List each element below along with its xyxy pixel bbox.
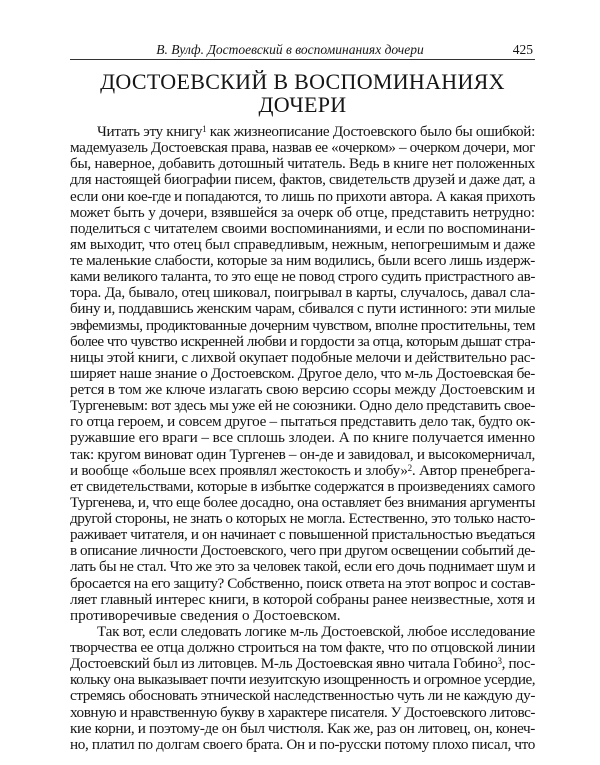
text-segment: ширяет наше знание о Достоевском. Другое дело, что м-ль Достоевская бе- (70, 364, 536, 382)
chapter-title (70, 70, 535, 116)
text-line (70, 301, 535, 317)
page-number: 425 (512, 42, 533, 57)
text-segment: для настоящей биографии писем, фактов, свидетельств друзей и даже дат, а (70, 171, 535, 189)
text-line (70, 721, 535, 737)
text-segment: но, платил по долгам своего брата. Он и по-русски потому плохо писал, что (70, 735, 535, 753)
text-line (70, 640, 535, 656)
footnote-ref: 1 (202, 124, 207, 134)
text-segment: , пос- (501, 655, 536, 673)
text-segment: может быть у дочери, взявшейся за очерк об отце, представить нетрудно: (70, 203, 535, 221)
text-segment: более что чувство искренней любви и гордости за отца, которым дышат стра- (70, 332, 535, 350)
running-head (70, 41, 535, 60)
text-segment: ет свидетельствами, которые в избытке содержатся в произведениях самого (70, 477, 535, 495)
body-text (70, 124, 535, 753)
text-segment: те маленькие слабости, которые за ним водились, были всего лишь издерж- (70, 252, 535, 269)
text-segment: бросается на его защиту? Собственно, поиск ответа на этот вопрос и состав- (70, 574, 535, 592)
text-segment: ям выходит, что отец был справедливым, нежным, непогрешимым и даже (70, 235, 535, 253)
text-line (70, 576, 535, 592)
text-segment: стремясь обосновать этнической наследственностью чуть ли не каждую ду- (70, 687, 535, 705)
text-line (70, 592, 535, 608)
text-segment: как жизнеописание Достоевского было бы ошибкой: (206, 123, 536, 140)
chapter-title-line: ДОЧЕРИ (258, 92, 347, 117)
text-line (70, 608, 535, 624)
text-line (70, 543, 535, 559)
text-line (70, 334, 535, 350)
text-segment: . Автор пренебрега- (411, 461, 535, 479)
text-line (70, 656, 535, 672)
text-line (70, 447, 535, 463)
text-segment: эвфемизмы, продиктованные дочерним чувством, вполне простительны, тем (70, 316, 535, 334)
text-segment: Так вот, если следовать логике м-ль Достоевской, любое исследование (97, 622, 535, 640)
chapter-title-line: ДОСТОЕВСКИЙ В ВОСПОМИНАНИЯХ (100, 69, 505, 94)
text-segment: Тургенева, и, что еще более досадно, она оставляет без внимания аргументы (70, 493, 535, 511)
text-line (70, 430, 535, 446)
text-segment: мадемуазель Достоевская права, назвав ее «очерком» – очерком дочери, мог (70, 139, 535, 157)
text-segment: поделиться с читателем своими воспоминаниями, и если по воспоминани- (70, 219, 535, 237)
text-line (70, 253, 535, 269)
text-segment: кольку она выказывает почти иезуитскую изощренность и огромное усердие, (70, 671, 535, 689)
text-line (70, 495, 535, 511)
text-line (70, 382, 535, 398)
text-segment: Читать эту книгу (97, 123, 203, 140)
text-segment: го отца героем, и совсем другое – пытаться представить дело так, будто ок- (70, 413, 535, 431)
text-line (70, 559, 535, 575)
text-line (70, 237, 535, 253)
text-segment: в описание личности Достоевского, чего при другом освещении событий де- (70, 542, 535, 560)
text-segment: творчества ее отца должно строиться на том факте, что по отцовской линии (70, 639, 535, 656)
text-segment: ружавшие его враги – все сплошь злодеи. А по книге получается именно (70, 429, 535, 447)
text-segment: ляет главный интерес книги, в которой собраны ранее неизвестные, хотя и (70, 590, 535, 608)
text-line (70, 398, 535, 414)
text-segment: ницы этой книги, с лихвой окупает подобные мелочи и действительно рас- (70, 348, 535, 366)
text-segment: и вообще «больше всех проявлял жестокость и злобу» (70, 461, 408, 479)
text-line (70, 624, 535, 640)
text-segment: рется в том же ключе излагать свою версию ссоры между Достоевским и (70, 381, 535, 398)
text-line (70, 527, 535, 543)
text-line (70, 172, 535, 188)
text-line (70, 269, 535, 285)
text-line (70, 688, 535, 704)
text-segment: ками великого таланта, то это еще не повод строго судить пристрастного ав- (70, 268, 536, 286)
text-line (70, 366, 535, 382)
text-line (70, 285, 535, 301)
text-segment: бину и, поддавшись женским чарам, сбивался с пути истинного: эти милые (70, 300, 535, 318)
running-title: В. Вулф. Достоевский в воспоминаниях дочери (156, 42, 424, 57)
text-segment: другой стороны, не знать о которых не могла. Естественно, это только насто- (70, 510, 535, 527)
text-segment: бы, наверное, добавить дотошный читатель. Ведь в книге нет положенных (70, 155, 535, 173)
text-segment: лать бы не стал. Что же это за человек такой, если его дочь поднимает шум и (70, 558, 535, 576)
text-segment: ховную и нравственную букву в характере писателя. У Достоевского литовс- (70, 703, 535, 721)
text-line (70, 221, 535, 237)
text-line (70, 737, 535, 753)
footnote-ref: 3 (497, 656, 502, 667)
text-line (70, 705, 535, 721)
text-line (70, 479, 535, 495)
text-segment: Тургеневым: вот здесь мы уже ей не союзники. Одно дело представить свое- (70, 397, 535, 415)
paragraph (70, 624, 535, 753)
text-segment: Достоевский был из литовцев. М-ль Достоевская явно читала Гобино (70, 655, 498, 673)
text-line (70, 318, 535, 334)
text-segment: противоречивые сведения о Достоевском. (70, 606, 341, 624)
text-line (70, 124, 535, 140)
text-line (70, 350, 535, 366)
text-segment: кие корни, и поэтому-де он был чистюля. Как же, раз он литовец, он, конеч- (70, 719, 535, 737)
text-line (70, 463, 535, 479)
text-segment: так: кругом виноват один Тургенев – он-де и завидовал, и высокомерничал, (70, 445, 535, 463)
text-line (70, 205, 535, 221)
text-segment: если они кое-где и попадаются, то лишь по прихоти автора. А какая прихоть (70, 187, 535, 205)
text-segment: раживает читателя, и он начинает с повышенной пристальностью въедаться (70, 526, 536, 544)
text-line (70, 156, 535, 172)
text-line (70, 414, 535, 430)
text-line (70, 672, 535, 688)
text-line (70, 189, 535, 205)
text-line (70, 511, 535, 527)
text-segment: тора. Да, бывало, отец шиковал, поигрывал в карты, случалось, давал сла- (70, 284, 535, 302)
footnote-ref: 2 (407, 462, 412, 473)
paragraph (70, 124, 535, 624)
text-line (70, 140, 535, 156)
